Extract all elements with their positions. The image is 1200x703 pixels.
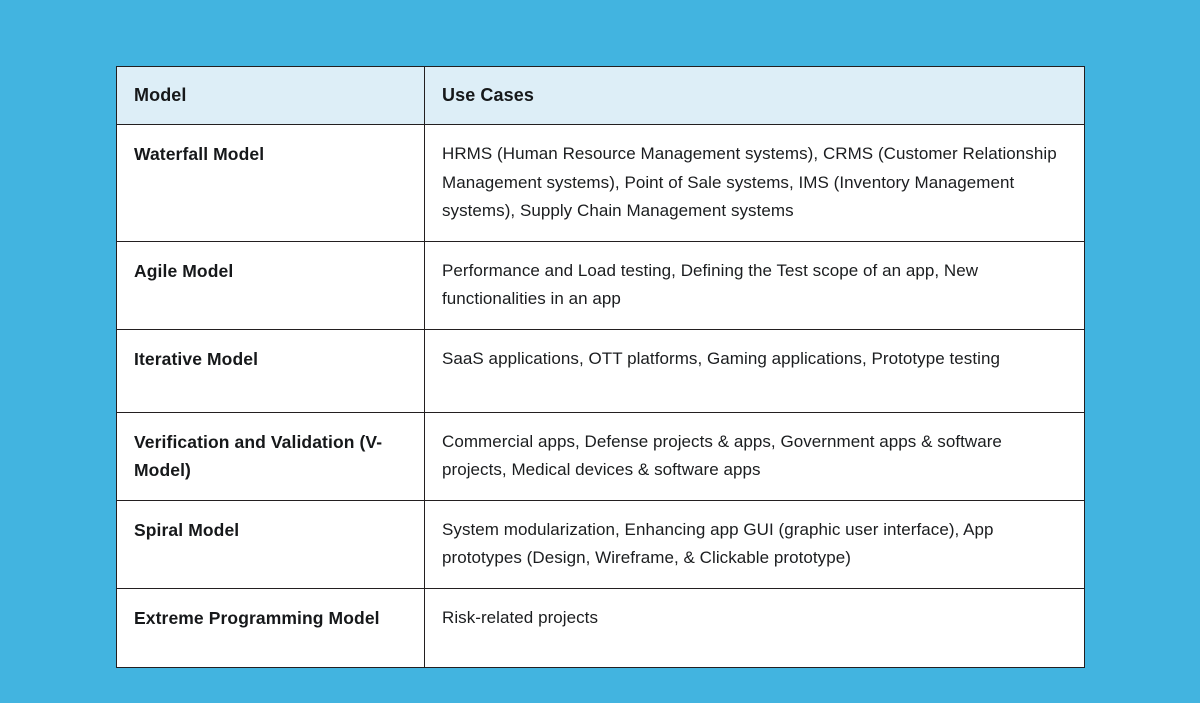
- cell-use-cases: System modularization, Enhancing app GUI (graphic user interface), App prototypes (Design, Wireframe, & Clickable prototype): [425, 500, 1085, 588]
- table-row: [117, 500, 1085, 588]
- cell-model-name: Extreme Programming Model: [117, 588, 425, 667]
- column-header-model: Model: [117, 67, 425, 125]
- cell-model-name: Spiral Model: [117, 500, 425, 588]
- table-head: [117, 67, 1085, 125]
- models-use-cases-table: [116, 66, 1085, 668]
- column-header-use-cases: Use Cases: [425, 67, 1085, 125]
- table-row: [117, 241, 1085, 329]
- cell-model-name: Iterative Model: [117, 329, 425, 412]
- table-row: [117, 125, 1085, 242]
- table-body: [117, 125, 1085, 668]
- cell-model-name: Agile Model: [117, 241, 425, 329]
- table-row: [117, 588, 1085, 667]
- cell-use-cases: Commercial apps, Defense projects & apps, Government apps & software projects, Medical devices & software apps: [425, 412, 1085, 500]
- table-row: [117, 412, 1085, 500]
- cell-model-name: Waterfall Model: [117, 125, 425, 242]
- table-header-row: [117, 67, 1085, 125]
- table-row: [117, 329, 1085, 412]
- cell-use-cases: Risk-related projects: [425, 588, 1085, 667]
- cell-use-cases: HRMS (Human Resource Management systems), CRMS (Customer Relationship Management systems), Point of Sale systems, IMS (Inventory Management systems), Supply Chain Management systems: [425, 125, 1085, 242]
- models-table-container: [116, 66, 1084, 668]
- cell-use-cases: SaaS applications, OTT platforms, Gaming applications, Prototype testing: [425, 329, 1085, 412]
- cell-model-name: Verification and Validation (V-Model): [117, 412, 425, 500]
- cell-use-cases: Performance and Load testing, Defining the Test scope of an app, New functionalities in an app: [425, 241, 1085, 329]
